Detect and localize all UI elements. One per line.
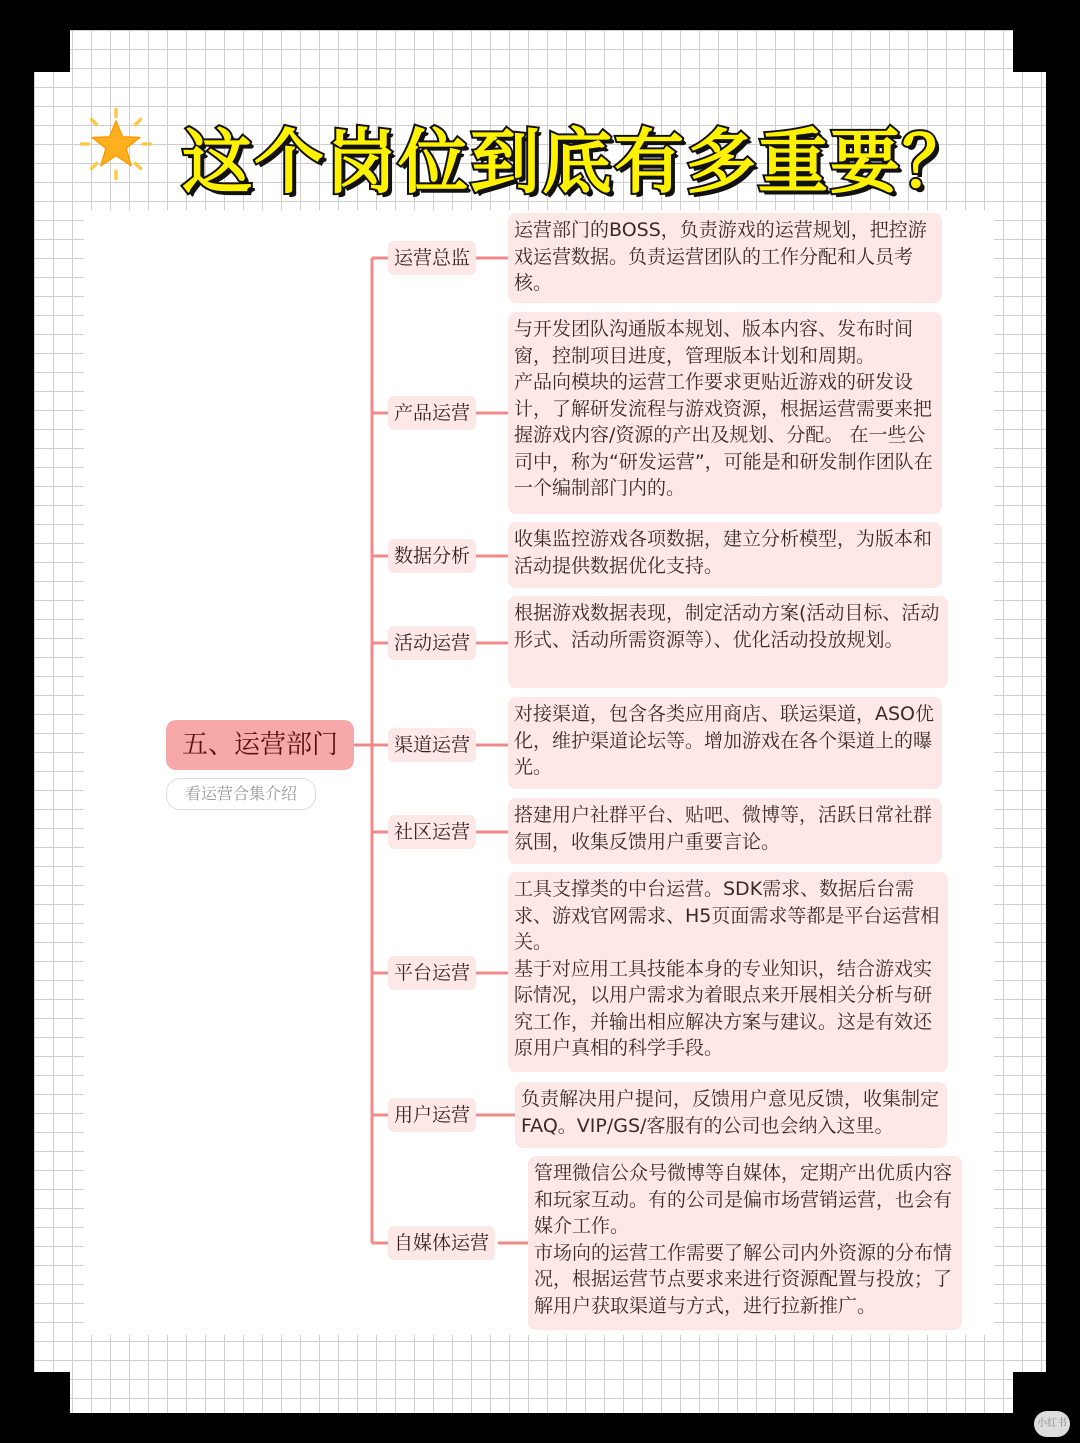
branch-node-6[interactable]: 社区运营 xyxy=(388,815,476,849)
branch-desc-1: 运营部门的BOSS，负责游戏的运营规划，把控游戏运营数据。负责运营团队的工作分配和人员考核。 xyxy=(508,213,942,303)
branch-desc-4: 根据游戏数据表现，制定活动方案(活动目标、活动形式、活动所需资源等）、优化活动投放规划。 xyxy=(508,596,948,688)
root-sublabel[interactable]: 看运营合集介绍 xyxy=(166,778,316,810)
branch-desc-9: 管理微信公众号微博等自媒体，定期产出优质内容和玩家互动。有的公司是偏市场营销运营，也会有媒介工作。 市场向的运营工作需要了解公司内外资源的分布情况，根据运营节点要求来进行资源配置与投放；了解用户获取渠道与方式，进行拉新推广。 xyxy=(528,1156,962,1330)
branch-node-8[interactable]: 用户运营 xyxy=(388,1098,476,1132)
branch-desc-3: 收集监控游戏各项数据，建立分析模型，为版本和活动提供数据优化支持。 xyxy=(508,522,942,588)
branch-node-2[interactable]: 产品运营 xyxy=(388,396,476,430)
root-node[interactable]: 五、运营部门 xyxy=(166,720,354,770)
branch-node-7[interactable]: 平台运营 xyxy=(388,956,476,990)
branch-node-5[interactable]: 渠道运营 xyxy=(388,728,476,762)
branch-node-1[interactable]: 运营总监 xyxy=(388,241,476,275)
branch-node-3[interactable]: 数据分析 xyxy=(388,539,476,573)
watermark-logo: 小红书 xyxy=(1034,1411,1070,1437)
branch-node-4[interactable]: 活动运营 xyxy=(388,626,476,660)
branch-node-9[interactable]: 自媒体运营 xyxy=(388,1226,495,1260)
branch-desc-8: 负责解决用户提问，反馈用户意见反馈，收集制定FAQ。VIP/GS/客服有的公司也会纳入这里。 xyxy=(515,1082,947,1148)
branch-desc-2: 与开发团队沟通版本规划、版本内容、发布时间窗，控制项目进度，管理版本计划和周期。 产品向模块的运营工作要求更贴近游戏的研发设计，了解研发流程与游戏资源，根据运营需要来把握游戏内容/资源的产出及规划、分配。 在一些公司中，称为“研发运营”，可能是和研发制作团队在一个编制部门内的。 xyxy=(508,312,942,514)
page-title: 这个岗位到底有多重要？ xyxy=(182,121,974,203)
branch-desc-5: 对接渠道，包含各类应用商店、联运渠道，ASO优化，维护渠道论坛等。增加游戏在各个渠道上的曝光。 xyxy=(508,697,942,789)
branch-desc-7: 工具支撑类的中台运营。SDK需求、数据后台需求、游戏官网需求、H5页面需求等都是平台运营相关。 基于对应用工具技能本身的专业知识，结合游戏实际情况，以用户需求为着眼点来开展相关分析与研究工作，并输出相应解决方案与建议。这是有效还原用户真相的科学手段。 xyxy=(508,872,948,1072)
branch-desc-6: 搭建用户社群平台、贴吧、微博等，活跃日常社群氛围，收集反馈用户重要言论。 xyxy=(508,798,942,864)
